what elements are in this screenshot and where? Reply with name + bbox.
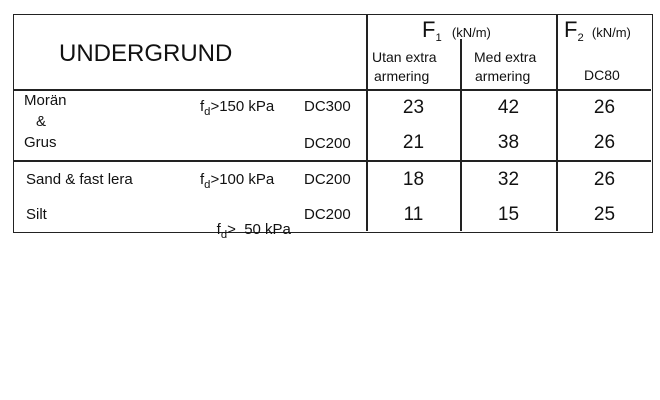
fd-subscript: d — [220, 228, 228, 241]
divider-h-group — [14, 160, 651, 162]
cell-f2: 26 — [593, 97, 616, 118]
fd-symbol: f — [200, 98, 205, 115]
cell-f2: 26 — [593, 132, 616, 153]
cell-utan: 23 — [402, 97, 425, 118]
f2-unit: (kN/m) — [591, 25, 631, 40]
row-product: DC300 — [304, 98, 351, 115]
f2-subscript: 2 — [577, 31, 584, 44]
row-soil: Morän — [24, 92, 67, 109]
fd-value: > 50 kPa — [227, 221, 291, 238]
row-soil: Silt — [26, 206, 47, 223]
col-utan-line1: Utan extra — [372, 49, 437, 65]
cell-f2: 26 — [593, 169, 616, 190]
row-fd-condition — [200, 207, 291, 252]
cell-utan: 21 — [402, 132, 425, 153]
col-med-line1: Med extra — [474, 49, 537, 65]
table-title: UNDERGRUND — [59, 40, 233, 67]
fd-subscript: d — [204, 105, 211, 118]
f2-product: DC80 — [584, 67, 620, 83]
row-soil: Grus — [24, 134, 57, 151]
row-soil: Sand & fast lera — [26, 171, 133, 188]
divider-v-f2 — [556, 15, 558, 231]
f2-header — [564, 17, 631, 44]
f1-subscript: 1 — [435, 31, 442, 44]
fd-subscript: d — [204, 178, 211, 191]
cell-utan: 11 — [403, 204, 424, 225]
col-utan-line2: armering — [374, 68, 430, 84]
row-soil-ampersand: & — [36, 113, 47, 130]
cell-f2: 25 — [593, 204, 616, 225]
row-product: DC200 — [304, 135, 351, 152]
fd-symbol: f — [216, 221, 221, 238]
fd-value: >100 kPa — [210, 171, 275, 188]
divider-v-soil — [366, 15, 368, 231]
soil-capacity-table — [13, 14, 653, 241]
divider-h-header — [14, 89, 651, 91]
row-product: DC200 — [304, 171, 351, 188]
cell-med: 42 — [497, 97, 520, 118]
cell-med: 32 — [497, 169, 520, 190]
cell-utan: 18 — [402, 169, 425, 190]
f1-header — [422, 17, 491, 44]
row-product: DC200 — [304, 206, 351, 223]
row-fd-condition — [200, 171, 275, 191]
col-med-line2: armering — [475, 68, 531, 84]
f1-unit: (kN/m) — [451, 25, 491, 40]
fd-symbol: f — [200, 171, 205, 188]
cell-med: 15 — [497, 204, 520, 225]
row-fd-condition — [200, 98, 275, 118]
cell-med: 38 — [497, 132, 520, 153]
fd-value: >150 kPa — [210, 98, 275, 115]
f2-symbol: F — [564, 17, 578, 42]
f1-symbol: F — [422, 17, 436, 42]
